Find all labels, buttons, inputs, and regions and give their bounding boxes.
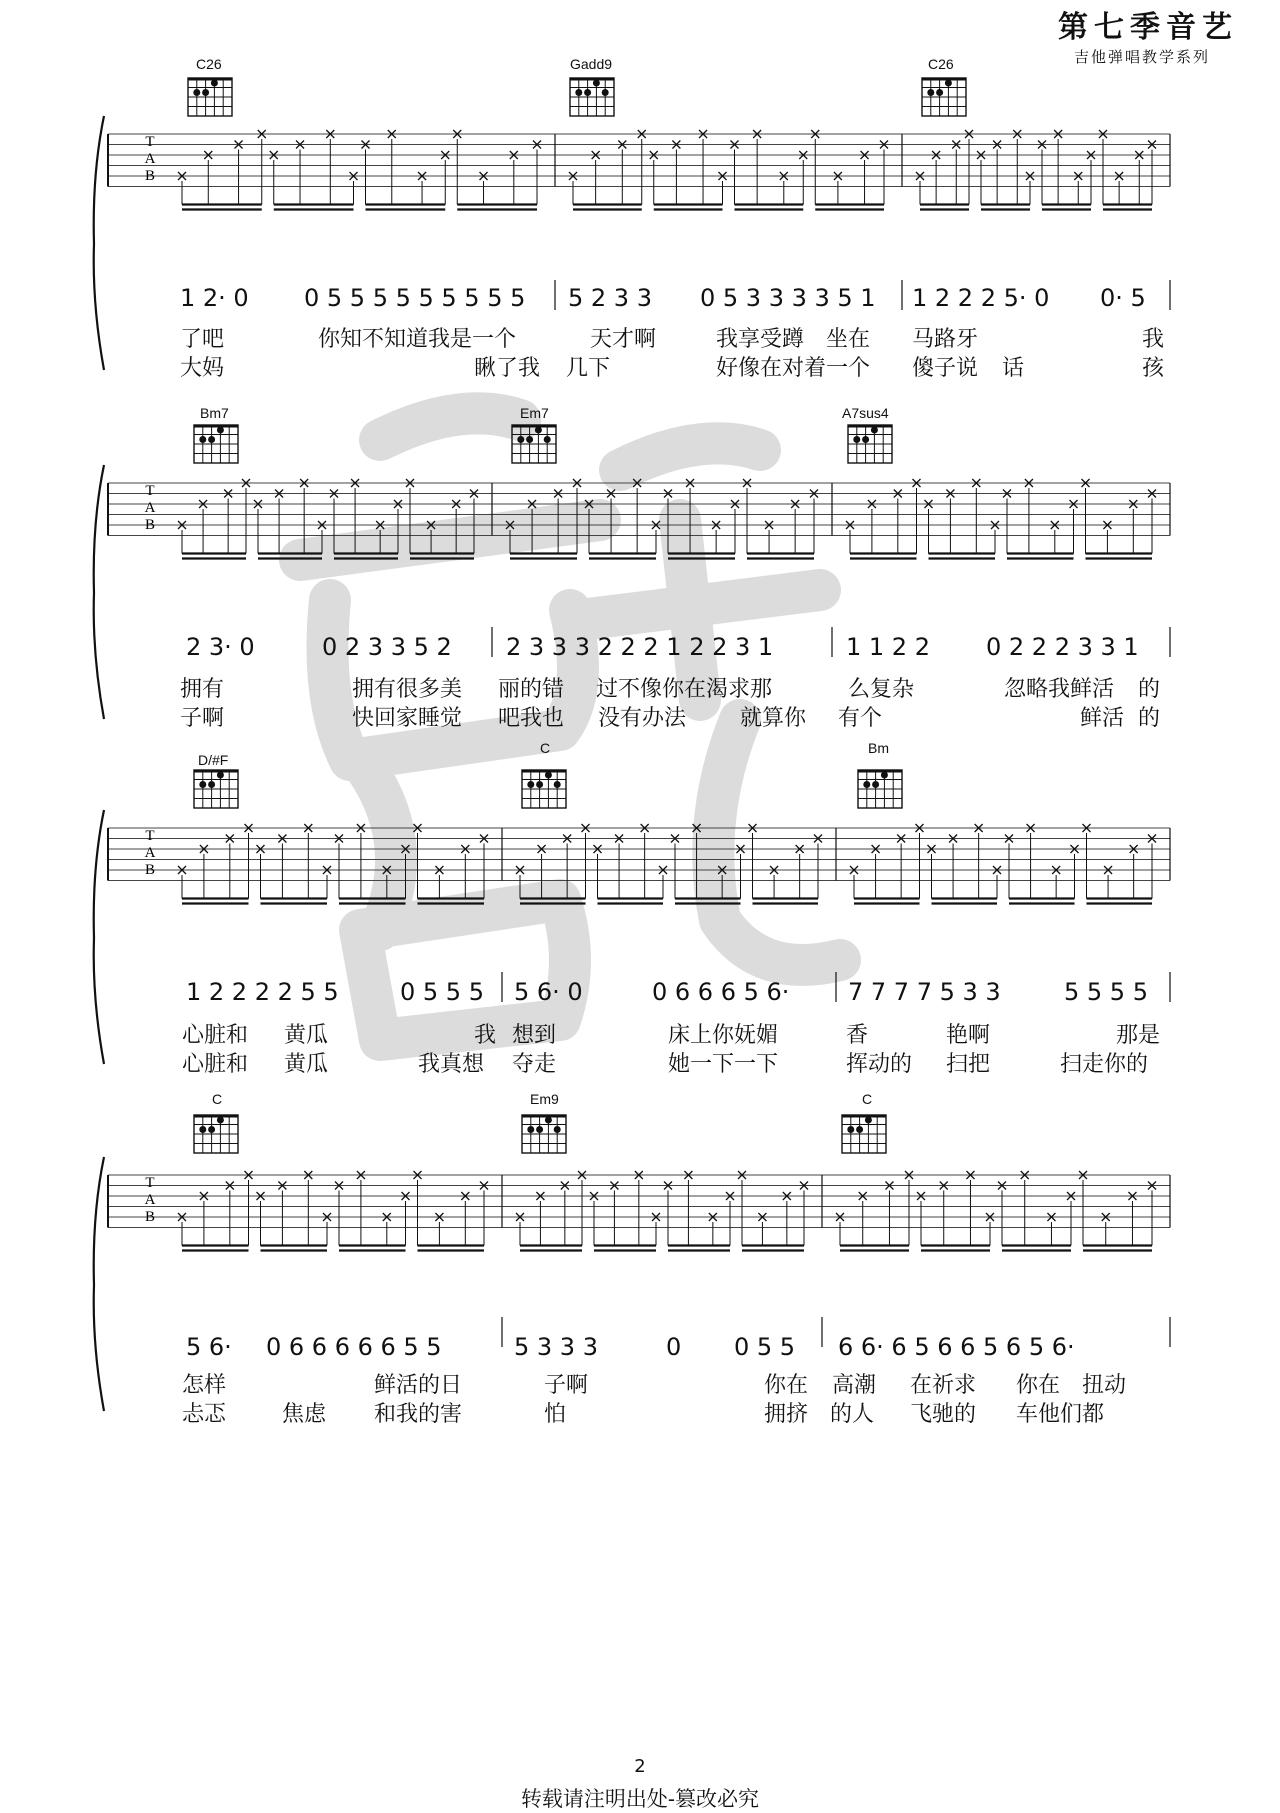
chord-name: Bm7 xyxy=(200,405,229,421)
chord-finger-dot xyxy=(872,781,879,788)
chord-finger-dot xyxy=(527,1126,534,1133)
lyric: 子啊 xyxy=(544,1373,589,1398)
tab-clef-letter: T xyxy=(145,828,155,844)
lyric: 那是 xyxy=(1116,1023,1161,1048)
series-subtitle: 吉他弹唱教学系列 xyxy=(1074,48,1211,66)
lyric: 心脏和 xyxy=(182,1052,249,1077)
lyric: 的 xyxy=(1138,677,1161,702)
lyric: 鲜活 xyxy=(1080,706,1125,731)
chord-name: A7sus4 xyxy=(842,405,889,421)
lyric: 扫走你的 xyxy=(1060,1052,1149,1077)
chord-finger-dot xyxy=(927,89,934,96)
lyric: 香 xyxy=(846,1023,869,1048)
lyric: 瞅了我 xyxy=(474,356,541,381)
notation-group: 0 xyxy=(666,1333,682,1361)
chord-name: C26 xyxy=(928,56,954,72)
chord-name: Em9 xyxy=(530,1091,559,1107)
notation-group: 0 5 3 3 3 3 5 1 xyxy=(700,284,876,312)
lyric: 我真想 xyxy=(418,1052,485,1077)
tab-staff xyxy=(0,1085,1280,1365)
chord-finger-dot xyxy=(871,427,878,434)
lyric: 吧我也 xyxy=(498,706,565,731)
chord-name: D/#F xyxy=(198,752,229,768)
chord-finger-dot xyxy=(535,427,542,434)
notation-group: 0 5 5 5 5 5 5 5 5 5 xyxy=(304,284,526,312)
lyric: 大妈 xyxy=(180,356,225,381)
chord-finger-dot xyxy=(863,781,870,788)
lyric: 在祈求 xyxy=(910,1373,977,1398)
notation-group: 1 2 2 2 2 5 5 xyxy=(186,978,339,1006)
notation-group: 5 2 3 3 xyxy=(568,284,652,312)
chord-finger-dot xyxy=(217,772,224,779)
lyric: 你知不知道我是一个 xyxy=(318,327,517,352)
lyric: 拥挤 xyxy=(764,1402,809,1427)
chord-finger-dot xyxy=(593,80,600,87)
lyric: 的 xyxy=(1138,706,1161,731)
lyric: 床上你妩媚 xyxy=(668,1023,779,1048)
tab-clef-letter: A xyxy=(144,500,156,516)
notation-group: 0 5 5 xyxy=(734,1333,796,1361)
notation-group: 2 3 3 3 2 2 2 1 2 2 3 1 xyxy=(506,633,774,661)
lyric: 么复杂 xyxy=(848,677,915,702)
chord-finger-dot xyxy=(865,1117,872,1124)
lyric: 的人 xyxy=(830,1402,875,1427)
chord-finger-dot xyxy=(945,80,952,87)
notation-group: 1 1 2 2 xyxy=(846,633,930,661)
chord-finger-dot xyxy=(199,1126,206,1133)
lyric: 快回家睡觉 xyxy=(352,706,463,731)
notation-group: 0 2 2 2 3 3 1 xyxy=(986,633,1139,661)
tab-clef-letter: B xyxy=(144,517,156,533)
lyric: 我 xyxy=(1142,327,1165,352)
notation-group: 5 5 5 5 xyxy=(1064,978,1148,1006)
chord-finger-dot xyxy=(211,80,218,87)
tab-clef-letter: B xyxy=(144,1209,156,1225)
tab-clef-letter: B xyxy=(144,168,156,184)
chord-finger-dot xyxy=(217,1117,224,1124)
chord-finger-dot xyxy=(554,1126,561,1133)
tab-system-3 xyxy=(0,740,1280,1020)
chord-finger-dot xyxy=(575,89,582,96)
lyric: 高潮 xyxy=(832,1373,877,1398)
lyric: 夺走 xyxy=(512,1052,557,1077)
chord-name: C26 xyxy=(196,56,222,72)
chord-finger-dot xyxy=(853,436,860,443)
notation-group: 0· 5 xyxy=(1100,284,1146,312)
chord-finger-dot xyxy=(554,781,561,788)
lyric: 忽略我鲜活 xyxy=(1004,677,1115,702)
lyric: 忐忑 xyxy=(182,1402,227,1427)
lyric: 黄瓜 xyxy=(284,1052,329,1077)
lyric: 你在 xyxy=(764,1373,809,1398)
chord-finger-dot xyxy=(936,89,943,96)
chord-finger-dot xyxy=(526,436,533,443)
lyric: 怎样 xyxy=(182,1373,227,1398)
notation-group: 6 6· 6 5 6 6 5 6 5 6· xyxy=(838,1333,1075,1361)
chord-name: C xyxy=(540,740,551,756)
lyric: 扫把 xyxy=(946,1052,991,1077)
lyric: 拥有 xyxy=(180,677,225,702)
series-title: 第七季音艺 xyxy=(1058,10,1238,45)
tab-clef-letter: T xyxy=(145,483,155,499)
lyric: 过不像你在渴求那 xyxy=(596,677,773,702)
lyric: 傻子说 xyxy=(912,356,979,381)
lyric: 坐在 xyxy=(826,327,871,352)
copyright-note: 转载请注明出处-篡改必究 xyxy=(520,1787,760,1811)
notation-group: 0 2 3 3 5 2 xyxy=(322,633,452,661)
chord-finger-dot xyxy=(527,781,534,788)
system-bracket xyxy=(94,810,104,1064)
notation-group: 1 2· 0 xyxy=(180,284,249,312)
lyric: 几下 xyxy=(566,356,611,381)
lyric: 车他们都 xyxy=(1016,1402,1105,1427)
notation-group: 0 6 6 6 6 6 5 5 xyxy=(266,1333,442,1361)
system-bracket xyxy=(94,1157,104,1411)
chord-finger-dot xyxy=(202,89,209,96)
chord-finger-dot xyxy=(602,89,609,96)
page-number: 2 xyxy=(634,1756,646,1777)
chord-finger-dot xyxy=(881,772,888,779)
chord-finger-dot xyxy=(217,427,224,434)
lyric: 马路牙 xyxy=(912,327,979,352)
notation-group: 0 5 5 5 xyxy=(400,978,484,1006)
lyric: 心脏和 xyxy=(182,1023,249,1048)
lyric: 就算你 xyxy=(740,706,807,731)
lyric: 丽的错 xyxy=(498,677,565,702)
system-bracket xyxy=(94,116,104,370)
chord-name: Gadd9 xyxy=(570,56,613,72)
lyric: 怕 xyxy=(544,1402,567,1427)
lyric: 她一下一下 xyxy=(668,1052,779,1077)
chord-finger-dot xyxy=(208,1126,215,1133)
chord-finger-dot xyxy=(545,1117,552,1124)
lyric: 天才啊 xyxy=(590,327,657,352)
lyric: 没有办法 xyxy=(598,706,687,731)
chord-finger-dot xyxy=(545,772,552,779)
chord-name: C xyxy=(862,1091,873,1107)
chord-finger-dot xyxy=(847,1126,854,1133)
chord-finger-dot xyxy=(536,1126,543,1133)
tab-system-1 xyxy=(0,48,1280,328)
lyric: 我 xyxy=(474,1023,497,1048)
notation-group: 5 3 3 3 xyxy=(514,1333,598,1361)
chord-finger-dot xyxy=(584,89,591,96)
chord-finger-dot xyxy=(199,781,206,788)
lyric: 鲜活的日 xyxy=(374,1373,463,1398)
lyric: 飞驰的 xyxy=(910,1402,977,1427)
notation-group: 1 2 2 2 5· 0 xyxy=(912,284,1050,312)
tab-clef-letter: A xyxy=(144,1192,156,1208)
notation-group: 7 7 7 7 5 3 3 xyxy=(848,978,1001,1006)
chord-finger-dot xyxy=(536,781,543,788)
tab-clef-letter: B xyxy=(144,862,156,878)
lyric: 话 xyxy=(1002,356,1025,381)
chord-finger-dot xyxy=(208,436,215,443)
chord-finger-dot xyxy=(199,436,206,443)
lyric: 艳啊 xyxy=(946,1023,991,1048)
chord-finger-dot xyxy=(193,89,200,96)
chord-name: Em7 xyxy=(520,405,549,421)
lyric: 有个 xyxy=(838,706,883,731)
notation-group: 0 6 6 6 5 6· xyxy=(652,978,790,1006)
lyric: 黄瓜 xyxy=(284,1023,329,1048)
lyric: 拥有很多美 xyxy=(352,677,463,702)
notation-group: 5 6· xyxy=(186,1333,232,1361)
lyric: 想到 xyxy=(512,1023,557,1048)
chord-name: Bm xyxy=(868,740,889,756)
lyric: 和我的害 xyxy=(374,1402,463,1427)
lyric: 扭动 xyxy=(1082,1373,1127,1398)
system-bracket xyxy=(94,465,104,719)
lyric: 子啊 xyxy=(180,706,225,731)
lyric: 挥动的 xyxy=(846,1052,913,1077)
lyric: 焦虑 xyxy=(282,1402,327,1427)
lyric: 了吧 xyxy=(180,327,225,352)
tab-clef-letter: T xyxy=(145,134,155,150)
tab-system-4 xyxy=(0,1085,1280,1365)
tab-clef-letter: A xyxy=(144,151,156,167)
lyric: 我享受蹲 xyxy=(716,327,805,352)
tab-system-2 xyxy=(0,395,1280,675)
chord-finger-dot xyxy=(862,436,869,443)
tab-clef-letter: A xyxy=(144,845,156,861)
tab-clef-letter: T xyxy=(145,1175,155,1191)
chord-finger-dot xyxy=(856,1126,863,1133)
chord-finger-dot xyxy=(544,436,551,443)
chord-finger-dot xyxy=(517,436,524,443)
lyric: 好像在对着一个 xyxy=(716,356,871,381)
lyric: 孩 xyxy=(1142,356,1165,381)
chord-name: C xyxy=(212,1091,223,1107)
notation-group: 5 6· 0 xyxy=(514,978,583,1006)
lyric: 你在 xyxy=(1016,1373,1061,1398)
chord-finger-dot xyxy=(208,781,215,788)
notation-group: 2 3· 0 xyxy=(186,633,255,661)
